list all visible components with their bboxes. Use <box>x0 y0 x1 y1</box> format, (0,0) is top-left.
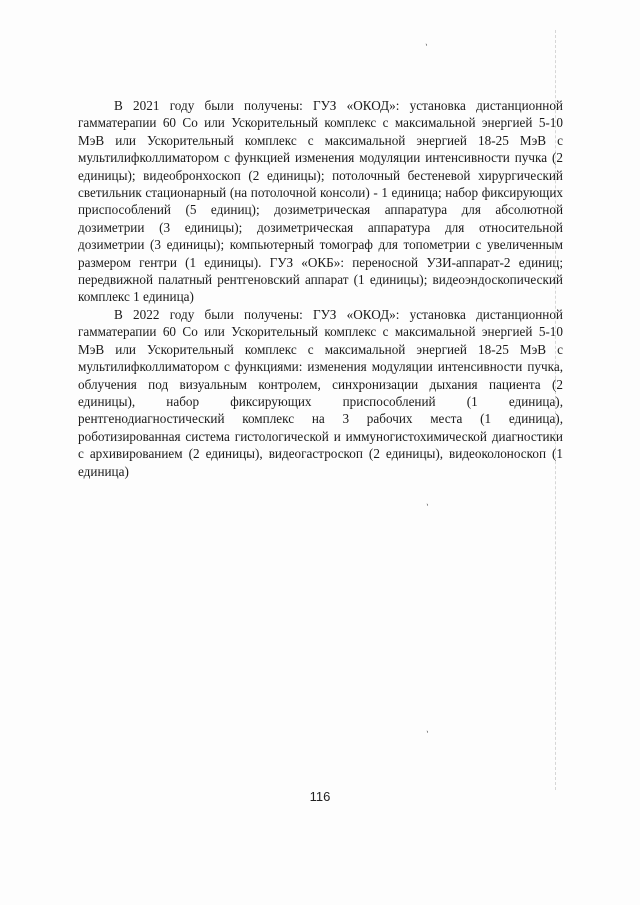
scan-speck-mark: ` <box>422 730 431 742</box>
paragraph-2021: В 2021 году были получены: ГУЗ «ОКОД»: установка дистанционной гамматерапии 60 Со или Ускорительный комплекс с максимальной энергией 5-10 МэВ или Ускорительный комплекс с максимальной энергией 18-25 МэВ с мультилифколлиматором с функцией изменения модуляции интенсивности пучка (2 единицы); видеобронхоскоп (2 единицы); потолочный бестеневой хирургический светильник стационарный (на потолочной консоли) - 1 единица; набор фиксирующих приспособлений (5 единиц); дозиметрическая аппаратура для абсолютной дозиметрии (3 единицы); дозиметрическая аппаратура для относительной дозиметрии (3 единицы); компьютерный томограф для топометрии с увеличенным размером гентри (1 единицы). ГУЗ «ОКБ»: переносной УЗИ-аппарат-2 единиц; передвижной палатный рентгеновский аппарат (1 единицы); видеоэндоскопический комплекс 1 единица) <box>78 98 563 305</box>
scan-speck-mark: ` <box>421 43 430 55</box>
document-body <box>78 97 563 480</box>
paragraph-2022: В 2022 году были получены: ГУЗ «ОКОД»: установка дистанционной гамматерапии 60 Со или Ускорительный комплекс с максимальной энергией 5-10 МэВ или Ускорительный комплекс с максимальной энергией 18-25 МэВ с мультилифколлиматором с функциями: изменения модуляции интенсивности пучка, облучения под визуальным контролем, синхронизации дыхания пациента (2 единицы), набор фиксирующих приспособлений (1 единица), рентгенодиагностический комплекс на 3 рабочих места (1 единица), роботизированная система гистологической и иммуногистохимической диагностики с архивированием (2 единицы), видеогастроскоп (2 единицы), видеоколоноскоп (1 единица) <box>78 306 563 479</box>
page-number: 116 <box>309 789 331 804</box>
scan-speck-mark: ` <box>422 503 431 515</box>
